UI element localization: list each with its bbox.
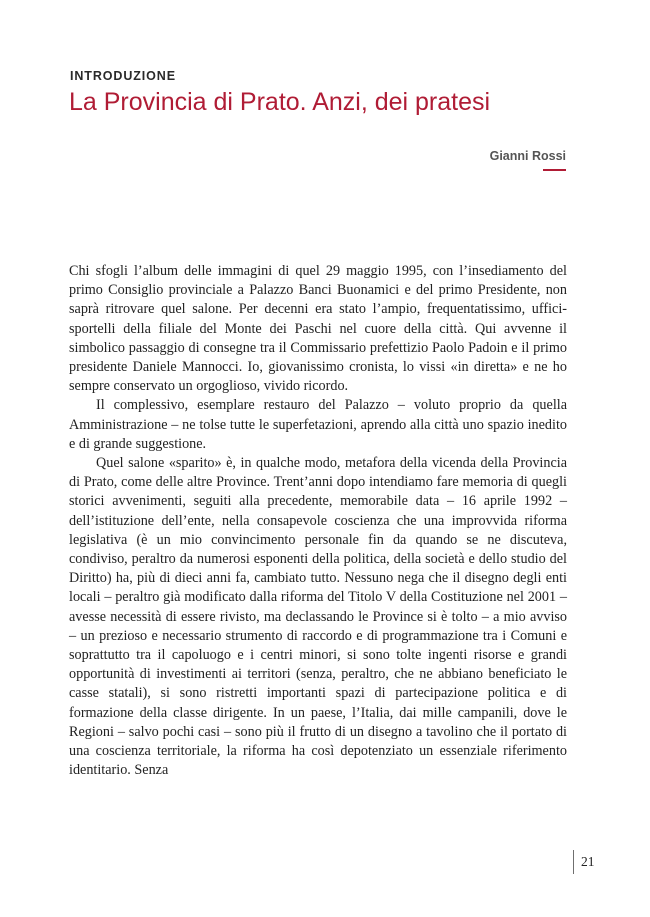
section-kicker: INTRODUZIONE [70, 69, 176, 83]
page-number-divider [573, 850, 574, 874]
author-underline [543, 169, 566, 171]
paragraph-1: Chi sfogli l’album delle immagini di quel 29 maggio 1995, con l’insediamento del primo Consiglio provinciale a Palazzo Banci Buonamici e del primo Presidente, non saprà ritrovare quel salone. Per decenni era stato l’ampio, frequentatissimo, uffici-sportelli della filiale del Monte dei Paschi nel cuore della città. Qui avvenne il simbolico passaggio di consegne tra il Commissario prefettizio Paolo Padoin e il primo presidente Daniele Mannocci. Io, giovanissimo cronista, lo vissi «in diretta» e ne ho sempre conservato un orgoglioso, vivido ricordo. [69, 263, 567, 395]
body-text [69, 262, 567, 780]
chapter-title: La Provincia di Prato. Anzi, dei pratesi [69, 88, 491, 116]
author-name: Gianni Rossi [489, 149, 566, 163]
paragraph-3: Quel salone «sparito» è, in qualche modo, metafora della vicenda della Provincia di Prato, come delle altre Province. Trent’anni dopo intendiamo fare memoria di quegli storici avvenimenti, seguiti alla precedente, memorabile data – 16 aprile 1992 – dell’istituzione dell’ente, nella consapevole coscienza che una improvvida riforma legislativa (è un mio convincimento personale fin da quando se ne discuteva, condiviso, peraltro da numerosi esponenti della politica, della società e dello studio del Diritto) ha, più di dieci anni fa, cambiato tutto. Nessuno nega che il disegno degli enti locali – peraltro già modificato dalla riforma del Titolo V della Costituzione nel 2001 – avesse necessità di essere rivisto, ma declassando le Province si è tolto – a mio avviso – un prezioso e necessario strumento di raccordo e di programmazione tra i Comuni e soprattutto tra il capoluogo e i centri minori, si sono tolte ingenti risorse e grandi opportunità di investimenti ai territori (senza, peraltro, che ne abbiano beneficiato le casse statali), si sono ristretti importanti spazi di partecipazione politica e di formazione della classe dirigente. In un paese, l’Italia, dai mille campanili, dove le Regioni – salvo pochi casi – sono più il frutto di un disegno a tavolino che il portato di una coscienza territoriale, la riforma ha così depotenziato un essenziale riferimento identitario. Senza [69, 455, 567, 779]
page-number: 21 [581, 854, 595, 869]
paragraph-2: Il complessivo, esemplare restauro del Palazzo – voluto proprio da quella Amministrazione – ne tolse tutte le superfetazioni, aprendo alla città uno spazio inedito e di grande suggestione. [69, 397, 567, 452]
